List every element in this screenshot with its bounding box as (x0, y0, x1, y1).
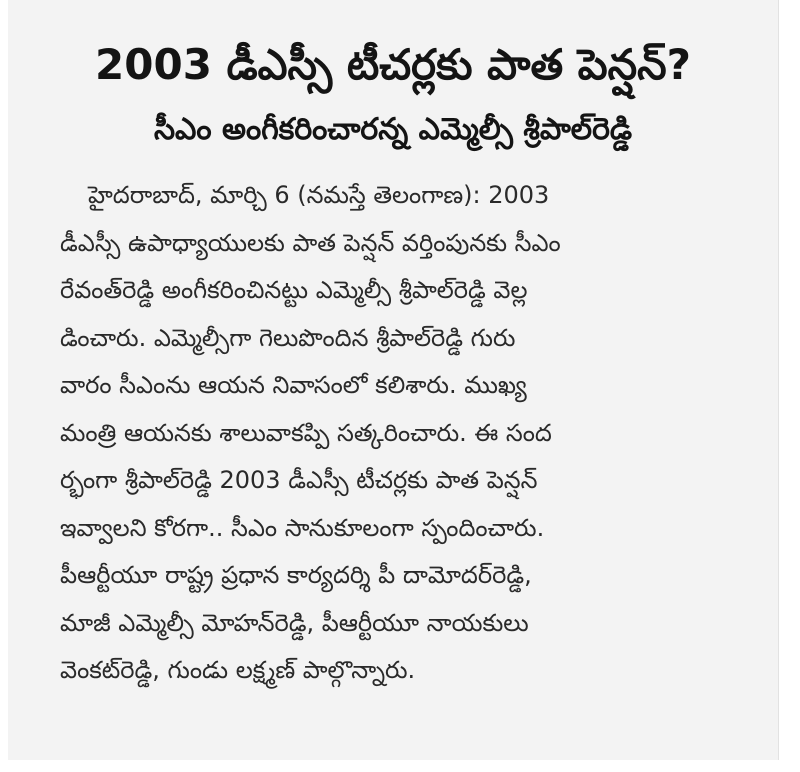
body-line: వెంకట్‌రెడ్డి, గుండు లక్ష్మణ్ పాల్గొన్నారు. (60, 656, 416, 684)
body-line: వారం సీఎంను ఆయన నివాసంలో కలిశారు. ముఖ్య (60, 371, 527, 399)
newspaper-clipping (8, 0, 779, 760)
body-line: డించారు. ఎమ్మెల్సీగా గెలుపొందిన శ్రీపాల్‌రెడ్డి గురు (60, 323, 516, 352)
body-line: మాజీ ఎమ్మెల్సీ మోహన్‌రెడ్డి, పీఆర్టీయూ నాయకులు (60, 608, 529, 637)
article-body (60, 172, 740, 695)
body-line: ర్భంగా శ్రీపాల్‌రెడ్డి 2003 డీఎస్సీ టీచర్లకు పాత పెన్షన్ (60, 466, 538, 494)
body-line: ఇవ్వాలని కోరగా.. సీఎం సానుకూలంగా స్పందించారు. (60, 513, 545, 542)
subheadline: సీఎం అంగీకరించారన్న ఎమ్మెల్సీ శ్రీపాల్‌రెడ్డి (153, 112, 633, 147)
body-line: హైదరాబాద్, మార్చి 6 (నమస్తే తెలంగాణ): 2003 (88, 181, 550, 209)
headline: 2003 డీఎస్సీ టీచర్లకు పాత పెన్షన్? (95, 40, 691, 89)
body-line: డీఎస్సీ ఉపాధ్యాయులకు పాత పెన్షన్ వర్తింపునకు సీఎం (60, 228, 561, 257)
body-line: రేవంత్‌రెడ్డి అంగీకరించినట్టు ఎమ్మెల్సీ శ్రీపాల్‌రెడ్డి వెల్ల (60, 276, 528, 304)
body-line: మంత్రి ఆయనకు శాలువాకప్పి సత్కరించారు. ఈ సంద (60, 418, 552, 447)
body-line: పీఆర్టీయూ రాష్ట్ర ప్రధాన కార్యదర్శి పీ దామోదర్‌రెడ్డి, (60, 561, 532, 589)
